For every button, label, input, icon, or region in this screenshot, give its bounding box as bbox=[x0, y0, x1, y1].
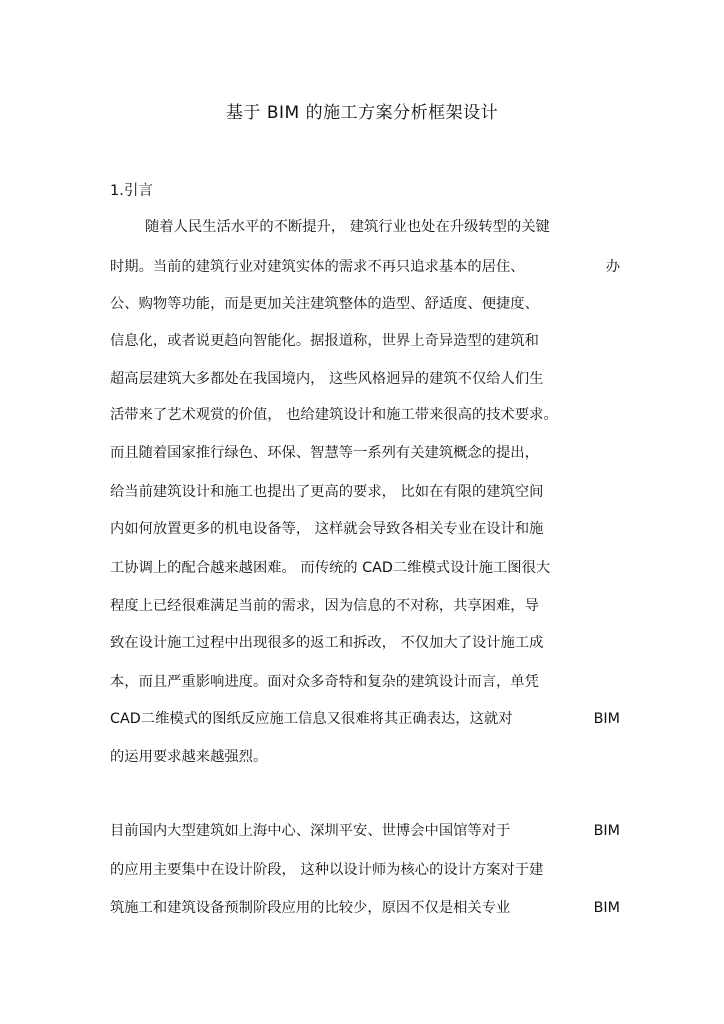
section-heading: 1.引言 bbox=[110, 183, 153, 199]
paragraph-line bbox=[110, 706, 620, 732]
paragraph-line-text: 筑施工和建筑设备预制阶段应用的比较少，原因不仅是相关专业 bbox=[110, 900, 511, 916]
paragraph-line: 活带来了艺术观赏的价值， 也给建筑设计和施工带来很高的技术要求。 bbox=[110, 407, 558, 423]
paragraph-line: 公、购物等功能，而是更加关注建筑整体的造型、舒适度、便捷度、 bbox=[110, 296, 539, 312]
paragraph-line-tail: 办 bbox=[605, 259, 620, 275]
paragraph-line: 给当前建筑设计和施工也提出了更高的要求， 比如在有限的建筑空间 bbox=[110, 484, 544, 500]
paragraph-line-text: 目前国内大型建筑如上海中心、深圳平安、世博会中国馆等对于 bbox=[110, 823, 511, 839]
paragraph-line: 工协调上的配合越来越困难。 而传统的 CAD二维模式设计施工图很大 bbox=[110, 560, 551, 576]
paragraph-line-tail: BIM bbox=[593, 711, 620, 727]
paragraph-line bbox=[110, 818, 620, 844]
paragraph-line bbox=[110, 895, 620, 921]
paragraph-line-tail: BIM bbox=[593, 823, 620, 839]
paragraph-line: 超高层建筑大多都处在我国境内， 这些风格迥异的建筑不仅给人们生 bbox=[110, 371, 544, 387]
paragraph-line: 程度上已经很难满足当前的需求，因为信息的不对称，共享困难，导 bbox=[110, 598, 539, 614]
paragraph-line: 信息化，或者说更趋向智能化。据报道称，世界上奇异造型的建筑和 bbox=[110, 333, 539, 349]
document-title: 基于 BIM 的施工方案分析框架设计 bbox=[225, 103, 499, 123]
paragraph-line-tail: BIM bbox=[593, 900, 620, 916]
paragraph-line: 而且随着国家推行绿色、环保、智慧等一系列有关建筑概念的提出， bbox=[110, 445, 539, 461]
paragraph-line-text: 时期。当前的建筑行业对建筑实体的需求不再只追求基本的居住、 bbox=[110, 259, 525, 275]
paragraph-line bbox=[110, 254, 620, 280]
paragraph-line: 随着人民生活水平的不断提升， 建筑行业也处在升级转型的关键 bbox=[145, 219, 550, 235]
paragraph-line: 本，而且严重影响进度。面对众多奇特和复杂的建筑设计而言，单凭 bbox=[110, 674, 539, 690]
paragraph-line: 致在设计施工过程中出现很多的返工和拆改， 不仅加大了设计施工成 bbox=[110, 635, 544, 651]
paragraph-line: 的应用主要集中在设计阶段， 这种以设计师为核心的设计方案对于建 bbox=[110, 862, 544, 878]
paragraph-line: 的运用要求越来越强烈。 bbox=[110, 749, 268, 765]
paragraph-line: 内如何放置更多的机电设备等， 这样就会导致各相关专业在设计和施 bbox=[110, 521, 544, 537]
paragraph-line-text: CAD二维模式的图纸反应施工信息又很难将其正确表达，这就对 bbox=[110, 711, 513, 727]
